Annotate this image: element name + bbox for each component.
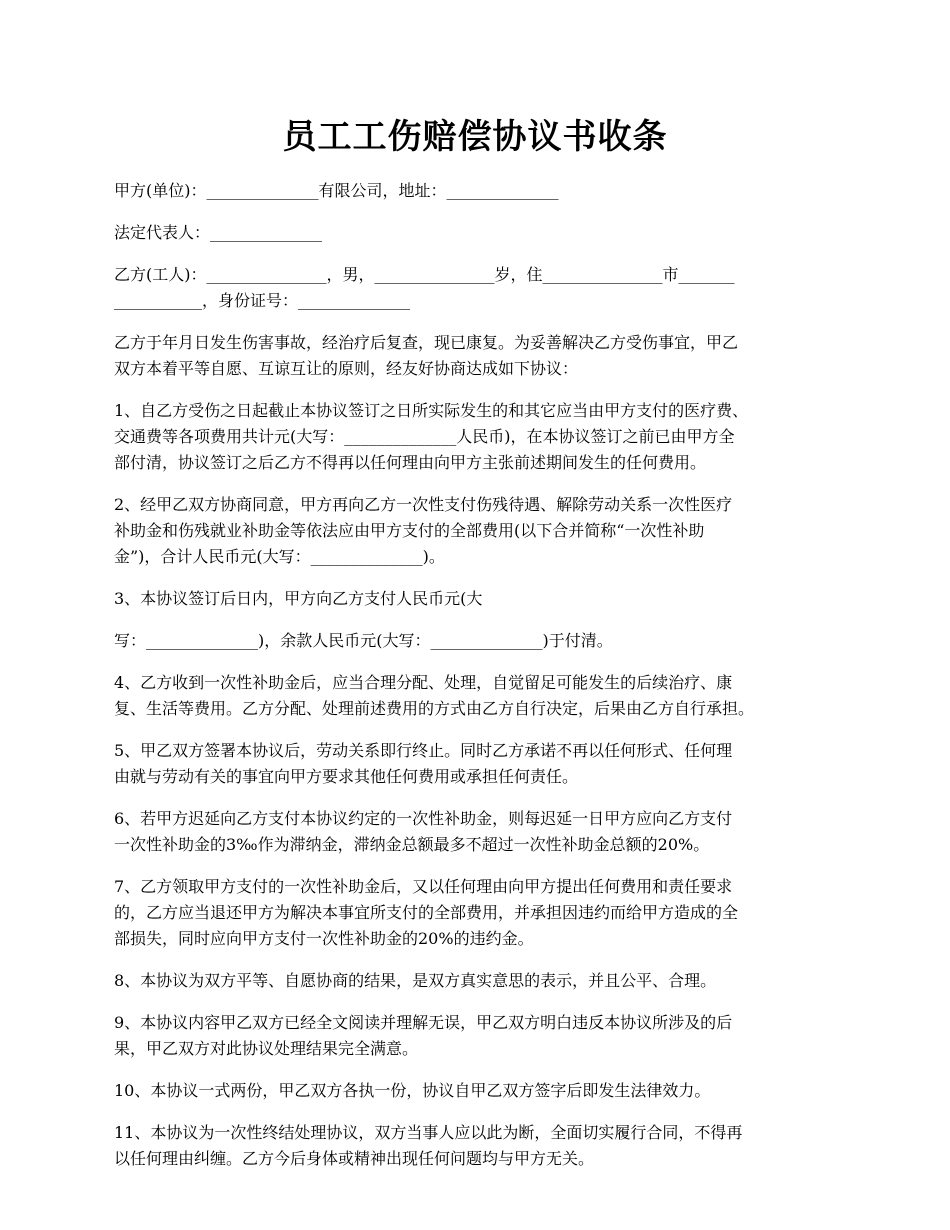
paragraph-line: 乙方(工人)：_______________，男，_______________岁，住_______________市_______ — [114, 265, 735, 284]
paragraph-6 — [114, 492, 844, 570]
paragraph-16 — [114, 1120, 844, 1172]
paragraph-line: 双方本着平等自愿、互谅互让的原则，经友好协商达成如下协议： — [114, 359, 579, 378]
paragraph-line: 补助金和伤残就业补助金等依法应由甲方支付的全部费用(以下合并简称“一次性补助 — [114, 521, 705, 540]
paragraph-line: 5、甲乙双方签署本协议后，劳动关系即行终止。同时乙方承诺不再以任何形式、任何理 — [114, 741, 733, 760]
paragraph-14 — [114, 1010, 844, 1062]
paragraph-line: 乙方于年月日发生伤害事故，经治疗后复查，现已康复。为妥善解决乙方受伤事宜，甲乙 — [114, 333, 739, 352]
paragraph-8 — [114, 628, 844, 654]
paragraph-line: 3、本协议签订后日内，甲方向乙方支付人民币元(大 — [114, 589, 483, 608]
paragraph-15 — [114, 1078, 844, 1104]
paragraph-line: 果，甲乙双方对此协议处理结果完全满意。 — [114, 1039, 419, 1058]
paragraph-line: 11、本协议为一次性终结处理协议，双方当事人应以此为断，全面切实履行合同，不得再 — [114, 1123, 743, 1142]
paragraph-2 — [114, 220, 844, 246]
paragraph-1 — [114, 178, 844, 204]
paragraph-line: 部损失，同时应向甲方支付一次性补助金的20%的违约金。 — [114, 929, 534, 948]
paragraph-5 — [114, 398, 844, 476]
paragraph-line: 金”)，合计人民币元(大写：______________)。 — [114, 547, 445, 566]
paragraph-line: 9、本协议内容甲乙双方已经全文阅读并理解无误，甲乙双方明白违反本协议所涉及的后 — [114, 1013, 733, 1032]
paragraph-line: 8、本协议为双方平等、自愿协商的结果，是双方真实意思的表示，并且公平、合理。 — [114, 971, 717, 990]
paragraph-line: 6、若甲方迟延向乙方支付本协议约定的一次性补助金，则每迟延一日甲方应向乙方支付 — [114, 809, 733, 828]
paragraph-line: ___________，身份证号：______________ — [114, 291, 411, 310]
paragraph-line: 甲方(单位)：______________有限公司，地址：______________ — [114, 181, 559, 200]
document-title: 员工工伤赔偿协议书收条 — [282, 117, 668, 157]
paragraph-line: 4、乙方收到一次性补助金后，应当合理分配、处理，自觉留足可能发生的后续治疗、康 — [114, 673, 733, 692]
paragraph-4 — [114, 330, 844, 382]
paragraph-12 — [114, 874, 844, 952]
paragraph-line: 一次性补助金的3‰作为滞纳金，滞纳金总额最多不超过一次性补助金总额的20%。 — [114, 835, 710, 854]
paragraph-3 — [114, 262, 844, 314]
paragraph-line: 复、生活等费用。乙方分配、处理前述费用的方式由乙方自行决定，后果由乙方自行承担。 — [114, 699, 755, 718]
paragraph-line: 10、本协议一式两份，甲乙双方各执一份，协议自甲乙双方签字后即发生法律效力。 — [114, 1081, 711, 1100]
paragraph-line: 1、自乙方受伤之日起截止本协议签订之日所实际发生的和其它应当由甲方支付的医疗费、 — [114, 401, 749, 420]
paragraph-9 — [114, 670, 844, 722]
paragraph-line: 以任何理由纠缠。乙方今后身体或精神出现任何问题均与甲方无关。 — [114, 1149, 595, 1168]
paragraph-line: 2、经甲乙双方协商同意，甲方再向乙方一次性支付伤残待遇、解除劳动关系一次性医疗 — [114, 495, 733, 514]
paragraph-10 — [114, 738, 844, 790]
paragraph-line: 法定代表人：______________ — [114, 223, 323, 242]
paragraph-13 — [114, 968, 844, 994]
document-body — [114, 178, 844, 1188]
paragraph-line: 部付清，协议签订之后乙方不得再以任何理由向甲方主张前述期间发生的任何费用。 — [114, 453, 707, 472]
paragraph-line: 7、乙方领取甲方支付的一次性补助金后，又以任何理由向甲方提出任何费用和责任要求 — [114, 877, 733, 896]
paragraph-11 — [114, 806, 844, 858]
paragraph-7 — [114, 586, 844, 612]
paragraph-line: 由就与劳动有关的事宜向甲方要求其他任何费用或承担任何责任。 — [114, 767, 579, 786]
paragraph-line: 交通费等各项费用共计元(大写：______________人民币)，在本协议签订之前已由甲方全 — [114, 427, 735, 446]
paragraph-line: 写：______________)，余款人民币元(大写：______________)于付清。 — [114, 631, 613, 650]
paragraph-line: 的，乙方应当退还甲方为解决本事宜所支付的全部费用，并承担因违约而给甲方造成的全 — [114, 903, 739, 922]
